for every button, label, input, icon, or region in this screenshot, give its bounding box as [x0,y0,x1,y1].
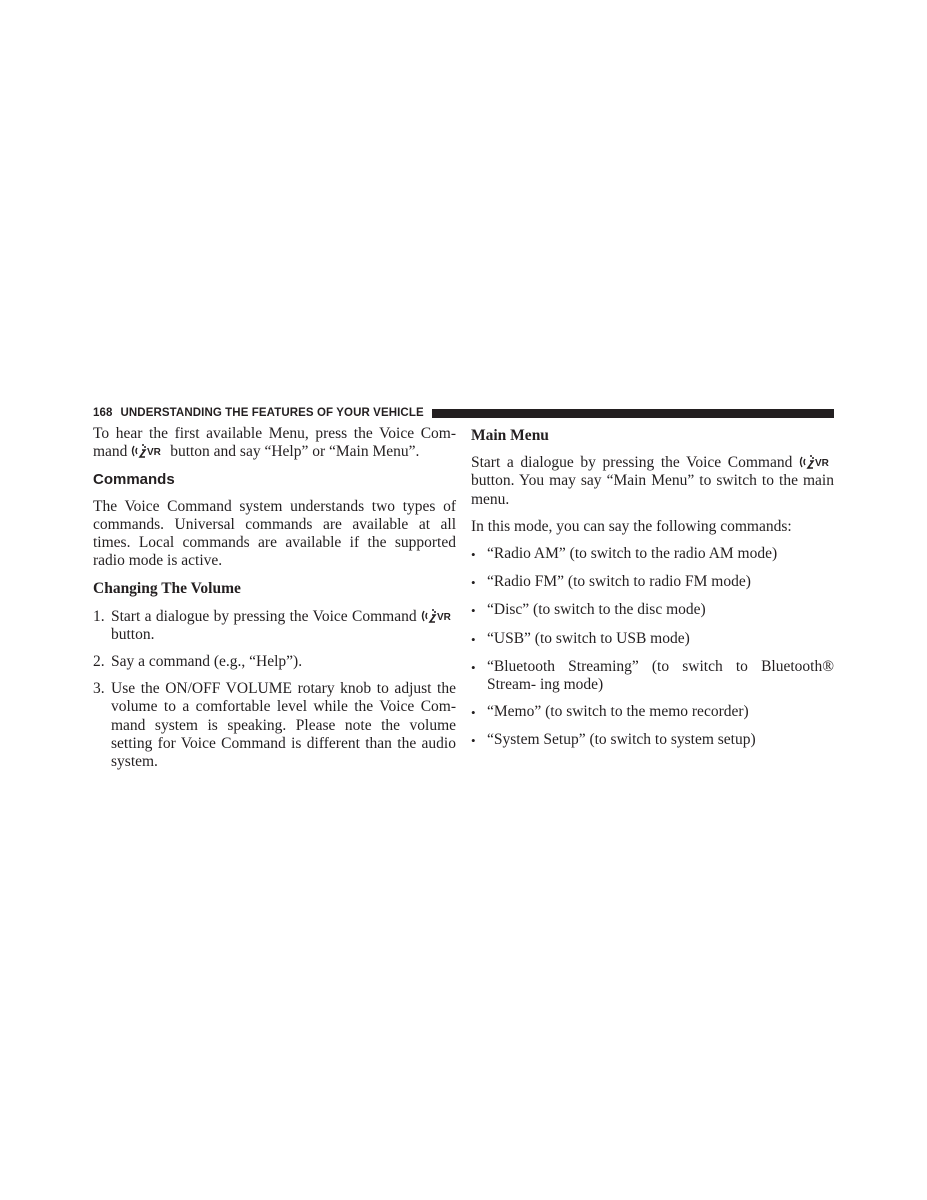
command-text: “Disc” (to switch to the disc mode) [487,601,706,619]
command-text: “Radio FM” (to switch to radio FM mode) [487,573,751,591]
list-item [471,703,834,722]
voice-command-icon [131,443,165,459]
step-number: 2. [93,653,105,671]
bullet-icon: • [471,547,476,563]
list-item [93,608,456,644]
step-text: Use the ON/OFF VOLUME rotary knob to adjust the volume to a comfortable level while the Voice Com- mand system is speaking. Please note the volume setting for Voice Command is different than the audio system. [111,680,456,771]
list-item [471,630,834,649]
changing-volume-heading: Changing The Volume [93,580,241,598]
step-number: 3. [93,680,105,698]
bullet-icon: • [471,631,476,647]
main-menu-text-end: button. You may say “Main Menu” to switch to the main menu. [471,472,834,508]
bullet-icon: • [471,733,476,749]
main-menu-paragraph [471,454,834,509]
voice-commands-list [471,545,834,751]
bullet-icon: • [471,659,476,675]
step-text [111,608,456,644]
bullet-icon: • [471,603,476,619]
volume-steps-list [93,608,456,772]
command-text: “Bluetooth Streaming” (to switch to Bluetooth® Stream- ing mode) [487,657,834,694]
right-column [471,425,834,760]
main-menu-text-start: Start a dialogue by pressing the Voice Command [471,454,793,472]
intro-text-start: To hear the first available Menu, press the Voice Com- mand [93,425,456,461]
list-item [471,545,834,564]
intro-text-end: button and say “Help” or “Main Menu”. [170,443,420,461]
intro-paragraph [93,425,456,461]
step-text-start: Start a dialogue by pressing the Voice Command [111,607,417,625]
vr-label: VR [815,458,829,470]
step-text: Say a command (e.g., “Help”). [111,653,303,671]
bullet-icon: • [471,575,476,591]
voice-command-icon [421,608,455,624]
commands-heading: Commands [93,471,175,489]
list-item [93,653,456,671]
command-text: “USB” (to switch to USB mode) [487,629,690,647]
list-item [471,573,834,592]
left-column [93,425,456,780]
mode-intro-paragraph: In this mode, you can say the following commands: [471,517,792,535]
command-text: “Memo” (to switch to the memo recorder) [487,703,749,721]
header-rule [432,409,834,418]
page-header [93,405,834,421]
list-item [471,731,834,750]
step-text-end: button. [111,625,155,643]
voice-command-icon [799,454,833,470]
list-item [93,680,456,771]
vr-label: VR [437,611,451,623]
page-number: 168 [93,407,113,419]
commands-paragraph: The Voice Command system understands two types of commands. Universal commands are available at all times. Local commands are available if the supported radio mode is active. [93,497,456,570]
command-text: “System Setup” (to switch to system setup) [487,731,756,749]
command-text: “Radio AM” (to switch to the radio AM mode) [487,545,778,563]
list-item [471,658,834,694]
main-menu-heading: Main Menu [471,427,549,444]
bullet-icon: • [471,705,476,721]
vr-label: VR [147,447,162,459]
step-number: 1. [93,607,105,625]
chapter-title: UNDERSTANDING THE FEATURES OF YOUR VEHICLE [120,407,424,419]
list-item [471,601,834,620]
